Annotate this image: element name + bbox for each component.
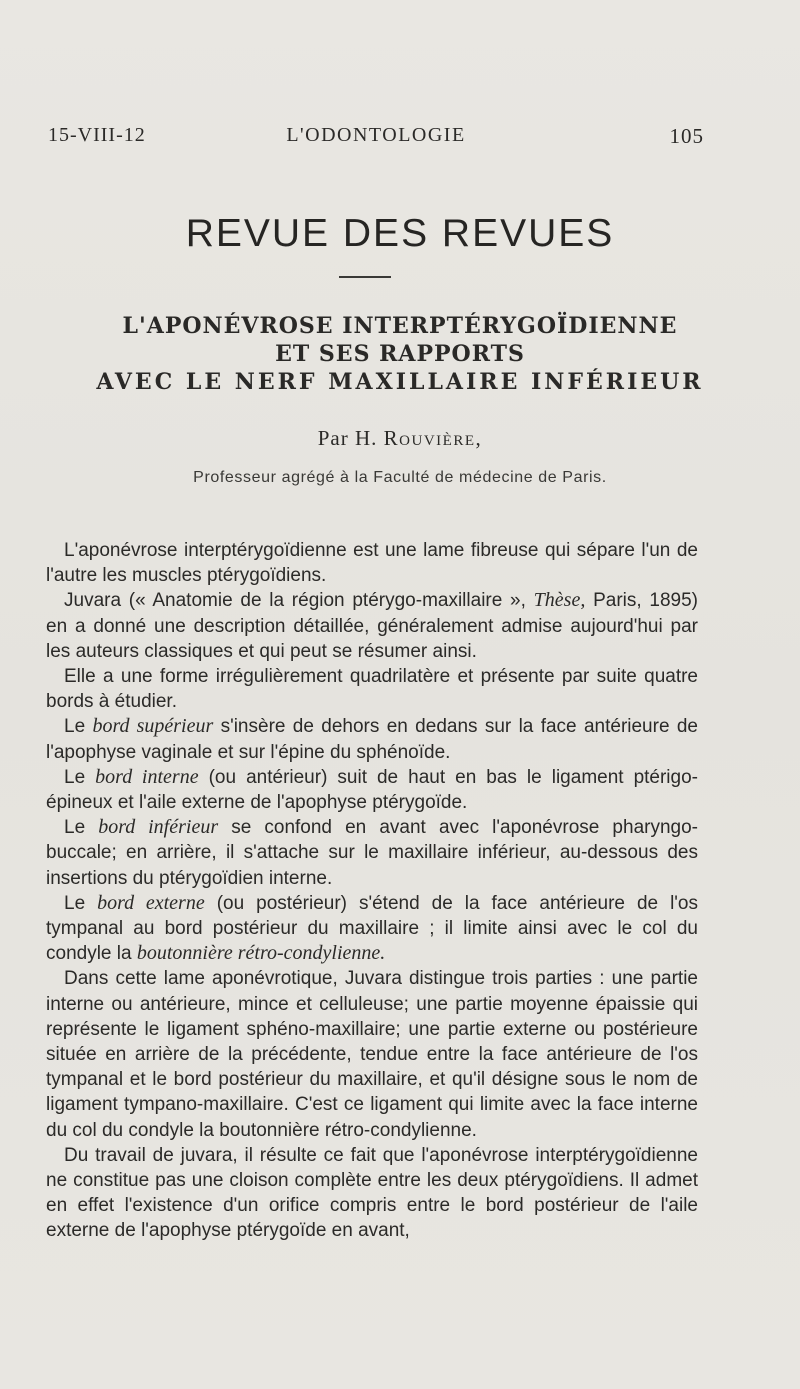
paragraph-1-text: L'aponévrose interptérygoïdienne est une lame fibreuse qui sépare l'un de l'autre les muscles ptérygoïdiens. [46,540,698,587]
byline [0,426,800,451]
journal-name: L'ODONTOLOGIE [286,124,466,146]
article-body [46,538,698,1244]
paragraph-4-emphasis: bord supérieur [92,715,214,738]
byline-prefix: Par H. [317,426,384,450]
paragraph-7-emphasis-2: boutonnière rétro-condylienne. [136,942,386,965]
paragraph-5 [46,765,698,815]
paragraph-2 [46,588,698,664]
paragraph-8-text: Dans cette lame aponévrotique, Juvara distingue trois parties : une partie interne ou antérieure, mince et celluleuse; une partie moyenne épaissie qui représente le ligament sphéno-maxillaire; une partie externe ou postérieure située en arrière de la précédente, tendue entre la face antérieure de l'os tympanal et le bord postérieur du maxillaire, et qu'il désigne sous le nom de ligament tympano-maxillaire. C'est ce ligament qui limite avec la face interne du col du condyle la boutonnière rétro-condylienne. [46,968,698,1141]
paragraph-2-text-b: Paris, 1895) en a donné une description détaillée, généralement admise aujourd'hui par les auteurs classiques et qui peut se résumer ainsi. [46,590,698,662]
paragraph-4 [46,714,698,764]
paragraph-5-text-b: (ou antérieur) suit de haut en bas le ligament ptérigo-épineux et l'aile externe de l'apophyse ptérygoïde. [46,766,698,814]
paragraph-6 [46,815,698,891]
paragraph-8 [46,966,698,1142]
article-title-line-2: ET SES RAPPORTS [275,341,525,367]
paragraph-5-emphasis: bord interne [95,765,199,788]
page-number: 105 [669,124,704,148]
running-header [48,124,704,154]
paragraph-6-text-b: se confond en avant avec l'aponévrose pharyngo-buccale; en arrière, il s'attache sur le maxillaire inférieur, au-dessous des insertions du ptérygoïdien interne. [46,817,698,889]
paragraph-3 [46,664,698,714]
paragraph-9-text: Du travail de juvara, il résulte ce fait que l'aponévrose interptérygoïdienne ne constitue pas une cloison complète entre les deux ptérygoïdiens. Il admet en effet l'existence d'un orifice compris entre le bord postérieur de l'aile externe de l'apophyse ptérygoïde en avant, [46,1144,698,1242]
paragraph-7-text-b: (ou postérieur) s'étend de la face antérieure de l'os tympanal au bord postérieur du maxillaire ; il limite ainsi avec le col du condyle la [46,892,699,965]
author-name: Rouvière, [383,426,483,450]
paragraph-6-text-a: Le [64,817,99,839]
paragraph-4-text-b: s'insère de dehors en dedans sur la face antérieure de l'apophyse vaginale et sur l'épine du sphénoïde. [46,716,698,763]
article-title [30,312,770,396]
paragraph-4-text-a: Le [64,716,93,738]
paragraph-5-text-a: Le [64,766,96,788]
paragraph-7-emphasis: bord externe [97,891,205,914]
title-divider [339,276,391,278]
paragraph-7-text-a: Le [64,892,98,914]
paragraph-7 [46,891,698,967]
paragraph-6-emphasis: bord inférieur [98,816,219,839]
paragraph-2-text-a: Juvara (« Anatomie de la région ptérygo-maxillaire », [64,590,534,612]
issue-date: 15-VIII-12 [48,124,146,146]
paragraph-3-text: Elle a une forme irrégulièrement quadrilatère et présente par suite quatre bords à étudier. [46,666,698,713]
section-title: REVUE DES REVUES [185,212,615,255]
article-title-line-1: L'APONÉVROSE INTERPTÉRYGOÏDIENNE [122,313,678,339]
article-title-line-3: AVEC LE NERF MAXILLAIRE INFÉRIEUR [96,369,704,395]
paragraph-1 [46,538,698,588]
paragraph-2-emphasis: Thèse, [533,589,586,612]
paragraph-9 [46,1143,698,1244]
author-affiliation: Professeur agrégé à la Faculté de médecine de Paris. [193,469,607,486]
